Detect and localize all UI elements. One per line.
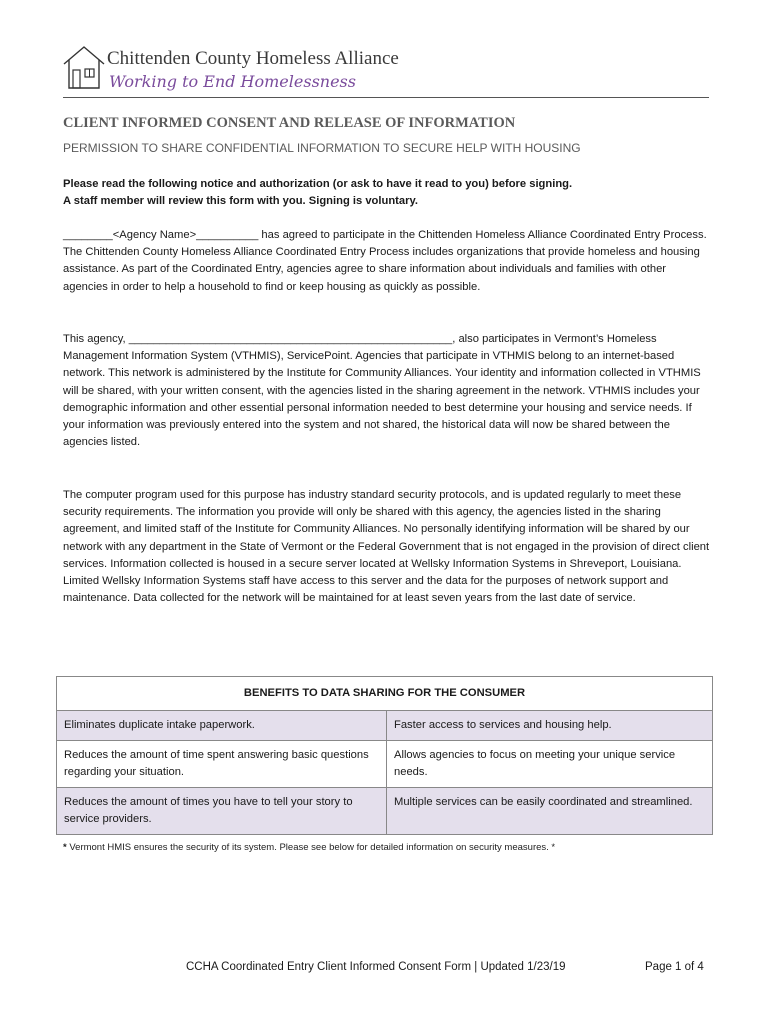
security-paragraph: The computer program used for this purpose has industry standard security protocols, and is updated regularly to meet these security requirements. The information you provide will only be shared with this agency, the agencies listed in the sharing agreement, and limited staff of the Institute for Community Alliances. No personally identifying information will be shared by our network with any department in the State of Vermont or the Federal Government that is not engaged in the provision of direct client services. Information collected is housed in a secure server located at Wellsky Information Systems in Shreveport, Louisiana. Limited Wellsky Information Systems staff have access to this server and the data for the purposes of network support and maintenance. Data collected for the network will be maintained for at least seven years from the last date of service.	[63, 489, 710, 605]
footer-form-info: CCHA Coordinated Entry Client Informed Consent Form | Updated 1/23/19	[186, 961, 566, 973]
notice-line: Please read the following notice and authorization (or ask to have it read to you) before signing.	[63, 178, 573, 190]
table-cell: Reduces the amount of times you have to tell your story to service providers.	[57, 788, 387, 835]
letterhead	[63, 44, 711, 98]
coordinated-entry-paragraph: ________<Agency Name>__________ has agreed to participate in the Chittenden Homeless Alliance Coordinated Entry Process. The Chittenden County Homeless Alliance Coordinated Entry Process includes organizations that provide homeless and housing assistance. As part of the Coordinated Entry, agencies agree to share information about individuals and families with other agencies in order to help a household to find or keep housing as quickly as possible.	[63, 229, 707, 293]
form-title: CLIENT INFORMED CONSENT AND RELEASE OF INFORMATION	[63, 115, 516, 131]
organization-tagline: Working to End Homelessness	[109, 72, 356, 91]
table-cell: Multiple services can be easily coordinated and streamlined.	[387, 788, 713, 835]
signing-notice	[63, 176, 713, 210]
table-cell: Eliminates duplicate intake paperwork.	[57, 711, 387, 741]
table-cell: Faster access to services and housing help.	[387, 711, 713, 741]
page-number: Page 1 of 4	[645, 961, 704, 973]
table-row	[57, 711, 713, 741]
header-divider	[63, 97, 709, 98]
notice-line: A staff member will review this form with you. Signing is voluntary.	[63, 195, 418, 207]
form-subtitle: PERMISSION TO SHARE CONFIDENTIAL INFORMATION TO SECURE HELP WITH HOUSING	[63, 141, 581, 155]
table-row	[57, 741, 713, 788]
benefits-table-header: BENEFITS TO DATA SHARING FOR THE CONSUMER	[57, 677, 713, 711]
table-cell: Allows agencies to focus on meeting your unique service needs.	[387, 741, 713, 788]
house-logo-icon	[63, 44, 105, 90]
organization-name: Chittenden County Homeless Alliance	[107, 48, 399, 69]
benefits-table	[56, 676, 713, 835]
footnote-text: Vermont HMIS ensures the security of its system. Please see below for detailed information on security measures. *	[66, 842, 556, 853]
table-cell: Reduces the amount of time spent answering basic questions regarding your situation.	[57, 741, 387, 788]
footnote-star: *	[63, 842, 67, 853]
vthmis-paragraph: This agency, ____________________________________________________, also participates in Vermont’s Homeless Management Information System (VTHMIS), ServicePoint. Agencies that participate in VTHMIS belong to an internet-based network. This network is administered by the Institute for Community Alliances. Your identity and information collected in VTHMIS will be shared, with your written consent, with the agencies listed in the sharing agreement in the network. VTHMIS includes your demographic information and other essential personal information needed to best determine your housing and service needs. If your information was previously entered into the system and not shared, the historical data will now be shared between the agencies listed.	[63, 333, 701, 449]
table-row	[57, 788, 713, 835]
security-footnote	[63, 842, 555, 853]
